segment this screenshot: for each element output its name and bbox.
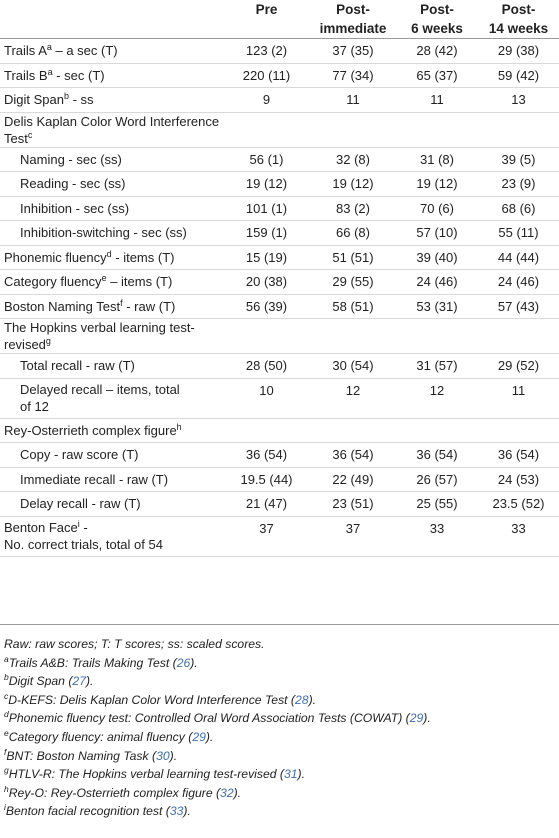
table-row (0, 492, 559, 517)
footnote-marker: f (4, 746, 7, 757)
table-row (0, 354, 559, 379)
footnote-line: $^f$BNT: Boston Naming Task (30). (4, 746, 178, 763)
row-value-0: 20 (38) (223, 270, 310, 295)
row-value-2: 12 (396, 378, 478, 418)
footnote-marker: e (4, 727, 9, 738)
row-value-1: 83 (2) (310, 196, 396, 221)
row-value-3 (478, 112, 559, 147)
footnote-marker: d (4, 709, 9, 720)
table-row (0, 112, 559, 147)
row-value-0: 15 (19) (223, 245, 310, 270)
footnote-marker: i (4, 802, 6, 813)
row-value-1: 30 (54) (310, 354, 396, 379)
footnote-line: $^d$Phonemic fluency test: Controlled Oral Word Association Tests (COWAT) (29). (4, 709, 431, 726)
row-label: Immediate recall - raw (T) (0, 467, 223, 492)
row-value-2: 24 (46) (396, 270, 478, 295)
header-label-column (0, 0, 223, 39)
footnote-marker: c (27, 129, 33, 140)
footnote-line: $^c$D-KEFS: Delis Kaplan Color Word Interference Test (28). (4, 690, 317, 707)
row-label: Boston Naming Test$^f$ - raw (T) (0, 294, 223, 319)
row-value-2: 36 (54) (396, 443, 478, 468)
table-row (0, 378, 559, 418)
row-label: Delay recall - raw (T) (0, 492, 223, 517)
row-value-3: 11 (478, 378, 559, 418)
reference-link[interactable]: 31 (283, 767, 298, 782)
row-value-3: 36 (54) (478, 443, 559, 468)
row-value-2: 19 (12) (396, 172, 478, 197)
table-row (0, 172, 559, 197)
footnote-marker: g (4, 765, 9, 776)
table-row (0, 245, 559, 270)
row-value-2: 39 (40) (396, 245, 478, 270)
row-value-3: 44 (44) (478, 245, 559, 270)
row-value-3: 24 (53) (478, 467, 559, 492)
table-row (0, 418, 559, 443)
footnote-marker: h (4, 783, 9, 794)
table-row (0, 270, 559, 295)
row-value-2 (396, 319, 478, 354)
reference-link[interactable]: 33 (169, 804, 184, 819)
row-value-1: 77 (34) (310, 63, 396, 88)
header-post-6-weeks: Post- 6 weeks (411, 2, 463, 36)
footnote-marker: a (47, 66, 53, 77)
header-pre: Pre (255, 2, 278, 17)
footnote-line: $^g$HTLV-R: The Hopkins verbal learning test-revised (31). (4, 765, 305, 782)
table-row (0, 221, 559, 246)
footnote-marker: b (4, 672, 9, 683)
reference-link[interactable]: 28 (295, 692, 309, 707)
reference-link[interactable]: 29 (409, 711, 424, 726)
row-label: Trails $A^a$ – a sec (T) (0, 39, 223, 64)
row-value-2: 70 (6) (396, 196, 478, 221)
reference-link[interactable]: 30 (156, 748, 170, 763)
table-row (0, 39, 559, 64)
table-footnotes (0, 624, 559, 821)
footnote-marker: a (46, 42, 52, 53)
row-value-2: 31 (8) (396, 147, 478, 172)
footnote-marker: d (106, 248, 112, 259)
row-value-1: 66 (8) (310, 221, 396, 246)
row-value-3: 39 (5) (478, 147, 559, 172)
footnote-marker: g (45, 336, 51, 346)
row-value-1: 37 (35) (310, 39, 396, 64)
row-value-3: 23.5 (52) (478, 492, 559, 517)
row-value-3 (478, 418, 559, 443)
row-value-2: 26 (57) (396, 467, 478, 492)
footnote-marker: b (63, 91, 69, 102)
row-value-0 (223, 418, 310, 443)
reference-link[interactable]: 29 (192, 729, 206, 744)
row-value-0: 28 (50) (223, 354, 310, 379)
footnote-marker: e (101, 273, 107, 284)
row-value-2: 33 (396, 516, 478, 556)
footnote-marker: a (4, 653, 9, 664)
row-value-0: 19 (12) (223, 172, 310, 197)
row-value-1: 51 (51) (310, 245, 396, 270)
row-value-1: 37 (310, 516, 396, 556)
row-value-0: 9 (223, 88, 310, 113)
row-value-3: 29 (52) (478, 354, 559, 379)
row-value-2 (396, 112, 478, 147)
footnote-line: Raw: raw scores; T: T scores; ss: scaled scores. (4, 637, 265, 651)
row-value-2: 25 (55) (396, 492, 478, 517)
row-value-1: 19 (12) (310, 172, 396, 197)
row-value-1: 58 (51) (310, 294, 396, 319)
row-value-3: 13 (478, 88, 559, 113)
row-value-0 (223, 319, 310, 354)
row-value-2: 65 (37) (396, 63, 478, 88)
footnote-line: $^a$Trails A&B: Trails Making Test (26). (4, 653, 198, 670)
row-value-2: 11 (396, 88, 478, 113)
reference-link[interactable]: 32 (220, 785, 234, 800)
row-label: The Hopkins verbal learning test-revised$^g$ (0, 319, 223, 354)
row-value-2: 57 (10) (396, 221, 478, 246)
footnote-line: $^i$Benton facial recognition test (33). (4, 802, 191, 819)
table-row (0, 88, 559, 113)
row-value-1: 32 (8) (310, 147, 396, 172)
row-value-0: 37 (223, 516, 310, 556)
row-value-0: 10 (223, 378, 310, 418)
row-label: Reading - sec (ss) (0, 172, 223, 197)
row-value-1: 23 (51) (310, 492, 396, 517)
row-label: Benton Face$^i$ - No. correct trials, total of 54 (0, 516, 223, 556)
footnote-line: $^b$Digit Span (27). (4, 672, 94, 689)
row-label: Digit Span$^b$ - ss (0, 88, 223, 113)
header-post-14-weeks: Post- 14 weeks (488, 2, 549, 36)
row-value-2: 28 (42) (396, 39, 478, 64)
footnote-line: $^e$Category fluency: animal fluency (29). (4, 727, 214, 744)
row-value-1 (310, 112, 396, 147)
row-value-0: 56 (39) (223, 294, 310, 319)
row-label: Delis Kaplan Color Word Interference Test$^c$ (0, 112, 223, 147)
row-value-0: 19.5 (44) (223, 467, 310, 492)
row-value-3: 29 (38) (478, 39, 559, 64)
row-value-1: 36 (54) (310, 443, 396, 468)
row-value-1: 11 (310, 88, 396, 113)
row-value-3: 59 (42) (478, 63, 559, 88)
table-row (0, 196, 559, 221)
row-value-3: 24 (46) (478, 270, 559, 295)
table-row (0, 443, 559, 468)
table-row (0, 467, 559, 492)
table-row (0, 516, 559, 556)
row-label: Naming - sec (ss) (0, 147, 223, 172)
row-value-0: 101 (1) (223, 196, 310, 221)
row-value-0 (223, 112, 310, 147)
row-value-0: 56 (1) (223, 147, 310, 172)
table-row (0, 63, 559, 88)
row-value-0: 21 (47) (223, 492, 310, 517)
row-value-1: 22 (49) (310, 467, 396, 492)
row-label: Inhibition-switching - sec (ss) (0, 221, 223, 246)
footnote-list (4, 625, 559, 821)
footnote-marker: c (4, 690, 9, 701)
row-label: Total recall - raw (T) (0, 354, 223, 379)
row-value-3: 23 (9) (478, 172, 559, 197)
row-value-2: 31 (57) (396, 354, 478, 379)
table-body (0, 39, 559, 557)
row-label: Delayed recall – items, total of 12 (0, 378, 223, 418)
row-value-0: 123 (2) (223, 39, 310, 64)
row-value-0: 36 (54) (223, 443, 310, 468)
row-value-3: 57 (43) (478, 294, 559, 319)
row-label: Trails $B^a$ - sec (T) (0, 63, 223, 88)
row-value-3: 55 (11) (478, 221, 559, 246)
table-row (0, 294, 559, 319)
footnote-line: $^h$Rey-O: Rey-Osterrieth complex figure (32). (4, 783, 242, 800)
footnote-marker: i (77, 519, 80, 529)
row-value-0: 159 (1) (223, 221, 310, 246)
row-value-3: 33 (478, 516, 559, 556)
table-row (0, 147, 559, 172)
footnote-marker: h (176, 421, 182, 432)
row-value-1: 12 (310, 378, 396, 418)
row-label: Phonemic fluency$^d$ - items (T) (0, 245, 223, 270)
row-value-1 (310, 418, 396, 443)
row-label: Category fluency$^e$ – items (T) (0, 270, 223, 295)
row-value-1 (310, 319, 396, 354)
row-value-3: 68 (6) (478, 196, 559, 221)
row-value-3 (478, 319, 559, 354)
row-value-2: 53 (31) (396, 294, 478, 319)
table-header (0, 0, 559, 39)
row-label: Copy - raw score (T) (0, 443, 223, 468)
row-label: Inhibition - sec (ss) (0, 196, 223, 221)
row-value-1: 29 (55) (310, 270, 396, 295)
reference-link[interactable]: 27 (72, 674, 86, 689)
header-post-immediate: Post- immediate (319, 2, 387, 36)
row-value-0: 220 (11) (223, 63, 310, 88)
row-label: Rey-Osterrieth complex figure$^h$ (0, 418, 223, 443)
footnote-marker: f (120, 297, 123, 308)
row-value-2 (396, 418, 478, 443)
table-row (0, 319, 559, 354)
reference-link[interactable]: 26 (176, 655, 191, 670)
